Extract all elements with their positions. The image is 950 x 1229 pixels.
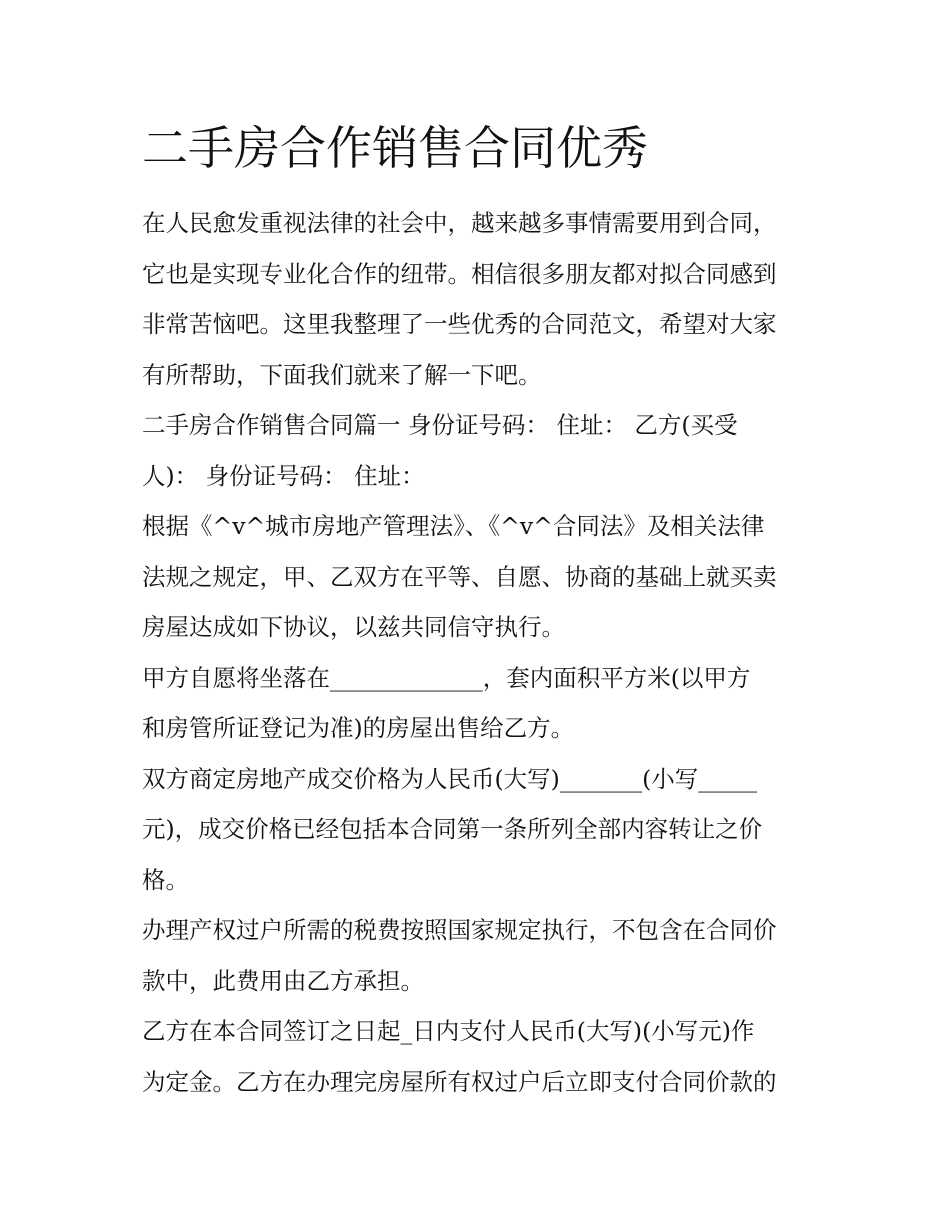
body-line: 有所帮助，下面我们就来了解一下吧。 xyxy=(142,360,542,389)
body-line: 房屋达成如下协议，以兹共同信守执行。 xyxy=(142,613,565,641)
document-title: 二手房合作销售合同优秀 xyxy=(142,121,648,175)
body-line: 在人民愈发重视法律的社会中，越来越多事情需要用到合同， xyxy=(142,209,777,237)
body-line: 甲方自愿将坐落在_____________，套内面积平方米(以甲方 xyxy=(142,663,751,692)
body-line: 非常苦恼吧。这里我整理了一些优秀的合同范文，希望对大家 xyxy=(142,310,777,338)
body-line: 二手房合作销售合同篇一 身份证号码： 住址： 乙方(买受 xyxy=(142,411,738,439)
body-line: 它也是实现专业化合作的纽带。相信很多朋友都对拟合同感到 xyxy=(142,259,777,288)
body-line: 元)，成交价格已经包括本合同第一条所列全部内容转让之价 xyxy=(142,815,763,843)
body-line: 格。 xyxy=(142,865,189,894)
body-line: 和房管所证登记为准)的房屋出售给乙方。 xyxy=(142,714,575,742)
body-line: 双方商定房地产成交价格为人民币(大写)_______(小写_____ xyxy=(142,764,758,793)
body-line: 乙方在本合同签订之日起_日内支付人民币(大写)(小写元)作 xyxy=(142,1017,755,1045)
body-line: 根据《^v^城市房地产管理法》、《^v^合同法》及相关法律 xyxy=(142,512,765,540)
body-line: 款中，此费用由乙方承担。 xyxy=(142,966,424,995)
body-line: 办理产权过户所需的税费按照国家规定执行，不包含在合同价 xyxy=(142,916,777,944)
body-line: 人)： 身份证号码： 住址： xyxy=(142,461,425,490)
body-line: 法规之规定，甲、乙双方在平等、自愿、协商的基础上就买卖 xyxy=(142,562,777,591)
document-body xyxy=(142,198,814,1107)
body-line: 为定金。乙方在办理完房屋所有权过户后立即支付合同价款的 xyxy=(142,1067,777,1096)
